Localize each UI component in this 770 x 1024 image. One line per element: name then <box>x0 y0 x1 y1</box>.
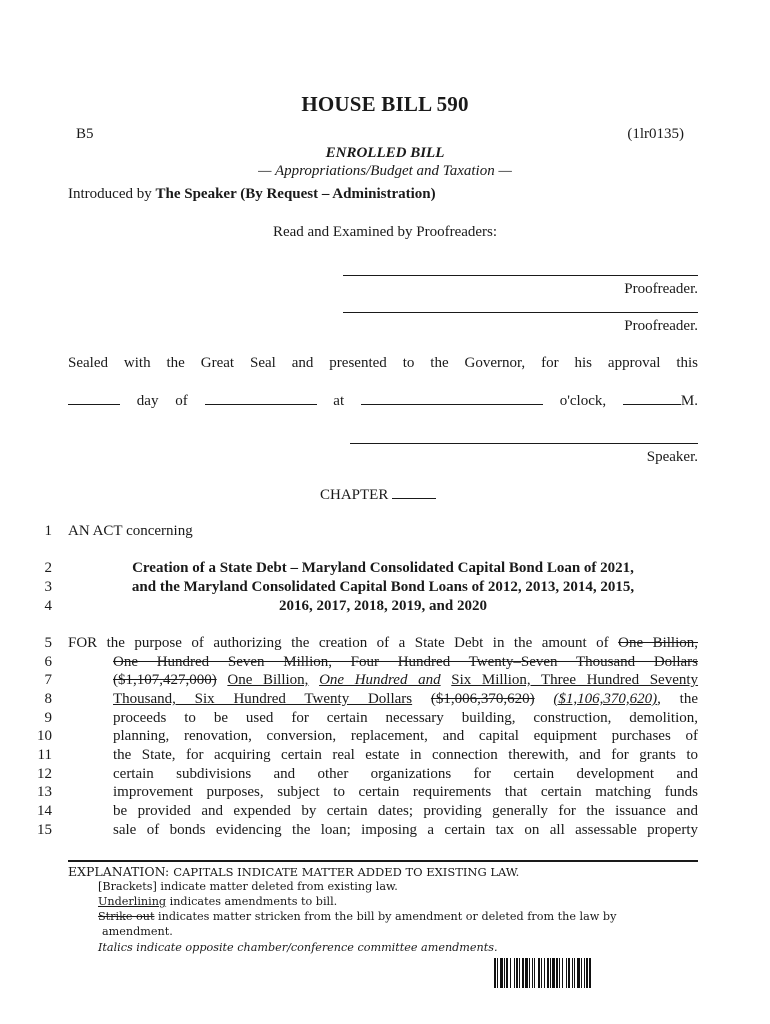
sealed-statement: Sealed with the Great Seal and presented to the Governor, for his approval this <box>68 355 698 371</box>
strikeout-text: indicates matter stricken from the bill by amendment or deleted from the law by <box>154 910 617 923</box>
purpose-line-5 <box>68 635 698 652</box>
line-end-text: , the <box>657 691 698 707</box>
line-number: 5 <box>44 635 52 651</box>
line-number: 2 <box>44 560 52 576</box>
body-line: be provided and expended by certain dates; providing generally for the issuance and <box>113 803 698 819</box>
day-label: day <box>136 393 159 409</box>
body-line: improvement purposes, subject to certain requirements that certain matching funds <box>113 784 698 800</box>
explanation-caps-line <box>68 864 519 879</box>
brackets-text: indicate matter deleted from existing law. <box>156 880 398 893</box>
stricken-amount-line: One Hundred Seven Million, Four Hundred Twenty–Seven Thousand Dollars <box>113 654 698 670</box>
introduced-prefix: Introduced by <box>68 186 156 202</box>
chapter-text: CHAPTER <box>320 487 389 503</box>
underlining-text: indicates amendments to bill. <box>166 895 338 908</box>
explanation-strikeout-cont: amendment. <box>102 925 173 938</box>
oclock-label: o'clock, <box>559 393 607 409</box>
meridiem-field <box>623 392 698 410</box>
line-number: 14 <box>37 803 52 819</box>
proofreader-label-1: Proofreader. <box>624 281 698 297</box>
line-number: 4 <box>44 598 52 614</box>
introduced-sponsor: The Speaker (By Request – Administration) <box>155 186 436 202</box>
meridiem-label: M. <box>680 393 698 409</box>
bill-subject-line-3: 2016, 2017, 2018, 2019, and 2020 <box>279 598 487 614</box>
stricken-amount: One Billion, <box>618 635 698 651</box>
purpose-text: FOR the purpose of authorizing the creation of a State Debt in the amount of <box>68 635 609 651</box>
line-number: 3 <box>44 579 52 595</box>
body-line: certain subdivisions and other organizations for certain development and <box>113 766 698 782</box>
of-label: of <box>175 393 188 409</box>
bill-subject-line-1: Creation of a State Debt – Maryland Consolidated Capital Bond Loan of 2021, <box>132 560 634 576</box>
line-number: 13 <box>37 784 52 800</box>
at-label: at <box>333 393 345 409</box>
stricken-figure: ($1,006,370,620) <box>430 691 535 707</box>
bill-committee: — Appropriations/Budget and Taxation — <box>258 163 512 179</box>
amended-amount: Six Million, Three Hundred Seventy <box>451 672 699 688</box>
time-blank <box>361 392 543 405</box>
body-line: sale of bonds evidencing the loan; imposing a certain tax on all assessable property <box>113 822 698 838</box>
line-number: 1 <box>44 523 52 539</box>
bill-status: ENROLLED BILL <box>325 145 445 161</box>
bill-subject-line-2: and the Maryland Consolidated Capital Bond Loans of 2012, 2013, 2014, 2015, <box>131 579 635 595</box>
conference-amendment: One Hundred and <box>319 672 441 688</box>
introduced-by <box>68 186 436 203</box>
amendment-line-8 <box>113 691 698 708</box>
line-number: 8 <box>44 691 52 707</box>
barcode-stripe <box>591 958 594 988</box>
chapter-label <box>320 486 436 504</box>
line-number: 6 <box>44 654 52 670</box>
explanation-label: EXPLANATION: <box>68 864 170 879</box>
bill-title: HOUSE BILL 590 <box>301 92 469 116</box>
chapter-blank <box>392 486 436 499</box>
bill-code-right: (1lr0135) <box>627 126 684 142</box>
line-number: 7 <box>44 672 52 688</box>
explanation-strikeout <box>98 910 616 923</box>
body-line: proceeds to be used for certain necessary building, construction, demolition, <box>113 710 698 726</box>
sealed-date-line <box>68 392 698 410</box>
amended-amount: Thousand, Six Hundred Twenty Dollars <box>113 691 413 707</box>
amendment-line-7 <box>113 672 698 689</box>
strikeout-sample: Strike out <box>98 910 155 923</box>
line-number: 12 <box>37 766 52 782</box>
proofread-heading: Read and Examined by Proofreaders: <box>272 224 498 240</box>
act-heading: AN ACT concerning <box>68 523 193 539</box>
explanation-brackets <box>98 880 398 893</box>
stricken-figure: ($1,107,427,000) <box>113 672 217 688</box>
conference-amendment-figure: ($1,106,370,620) <box>553 691 658 707</box>
body-line: the State, for acquiring certain real estate in connection therewith, and for grants to <box>113 747 698 763</box>
amended-amount: One Billion, <box>227 672 309 688</box>
brackets-sample: [Brackets] <box>98 880 157 893</box>
meridiem-blank <box>623 392 681 405</box>
explanation-italics: Italics indicate opposite chamber/conference committee amendments. <box>98 941 498 954</box>
line-number: 10 <box>37 728 52 744</box>
proofreader-signature-line-1 <box>343 275 698 276</box>
line-number: 15 <box>37 822 52 838</box>
line-number: 11 <box>37 747 52 763</box>
proofreader-label-2: Proofreader. <box>624 318 698 334</box>
underlining-sample: Underlining <box>98 895 167 908</box>
day-blank <box>68 392 120 405</box>
bill-code-left: B5 <box>76 126 94 142</box>
speaker-label: Speaker. <box>646 449 698 465</box>
line-number: 9 <box>44 710 52 726</box>
month-blank <box>205 392 317 405</box>
body-line: planning, renovation, conversion, replacement, and capital equipment purchases of <box>113 728 698 744</box>
proofreader-signature-line-2 <box>343 312 698 313</box>
barcode-icon <box>494 958 678 988</box>
explanation-capitals: CAPITALS INDICATE MATTER ADDED TO EXISTING LAW. <box>173 865 520 879</box>
footer-divider <box>68 860 698 862</box>
speaker-signature-line <box>350 443 698 444</box>
explanation-underlining <box>98 895 337 908</box>
